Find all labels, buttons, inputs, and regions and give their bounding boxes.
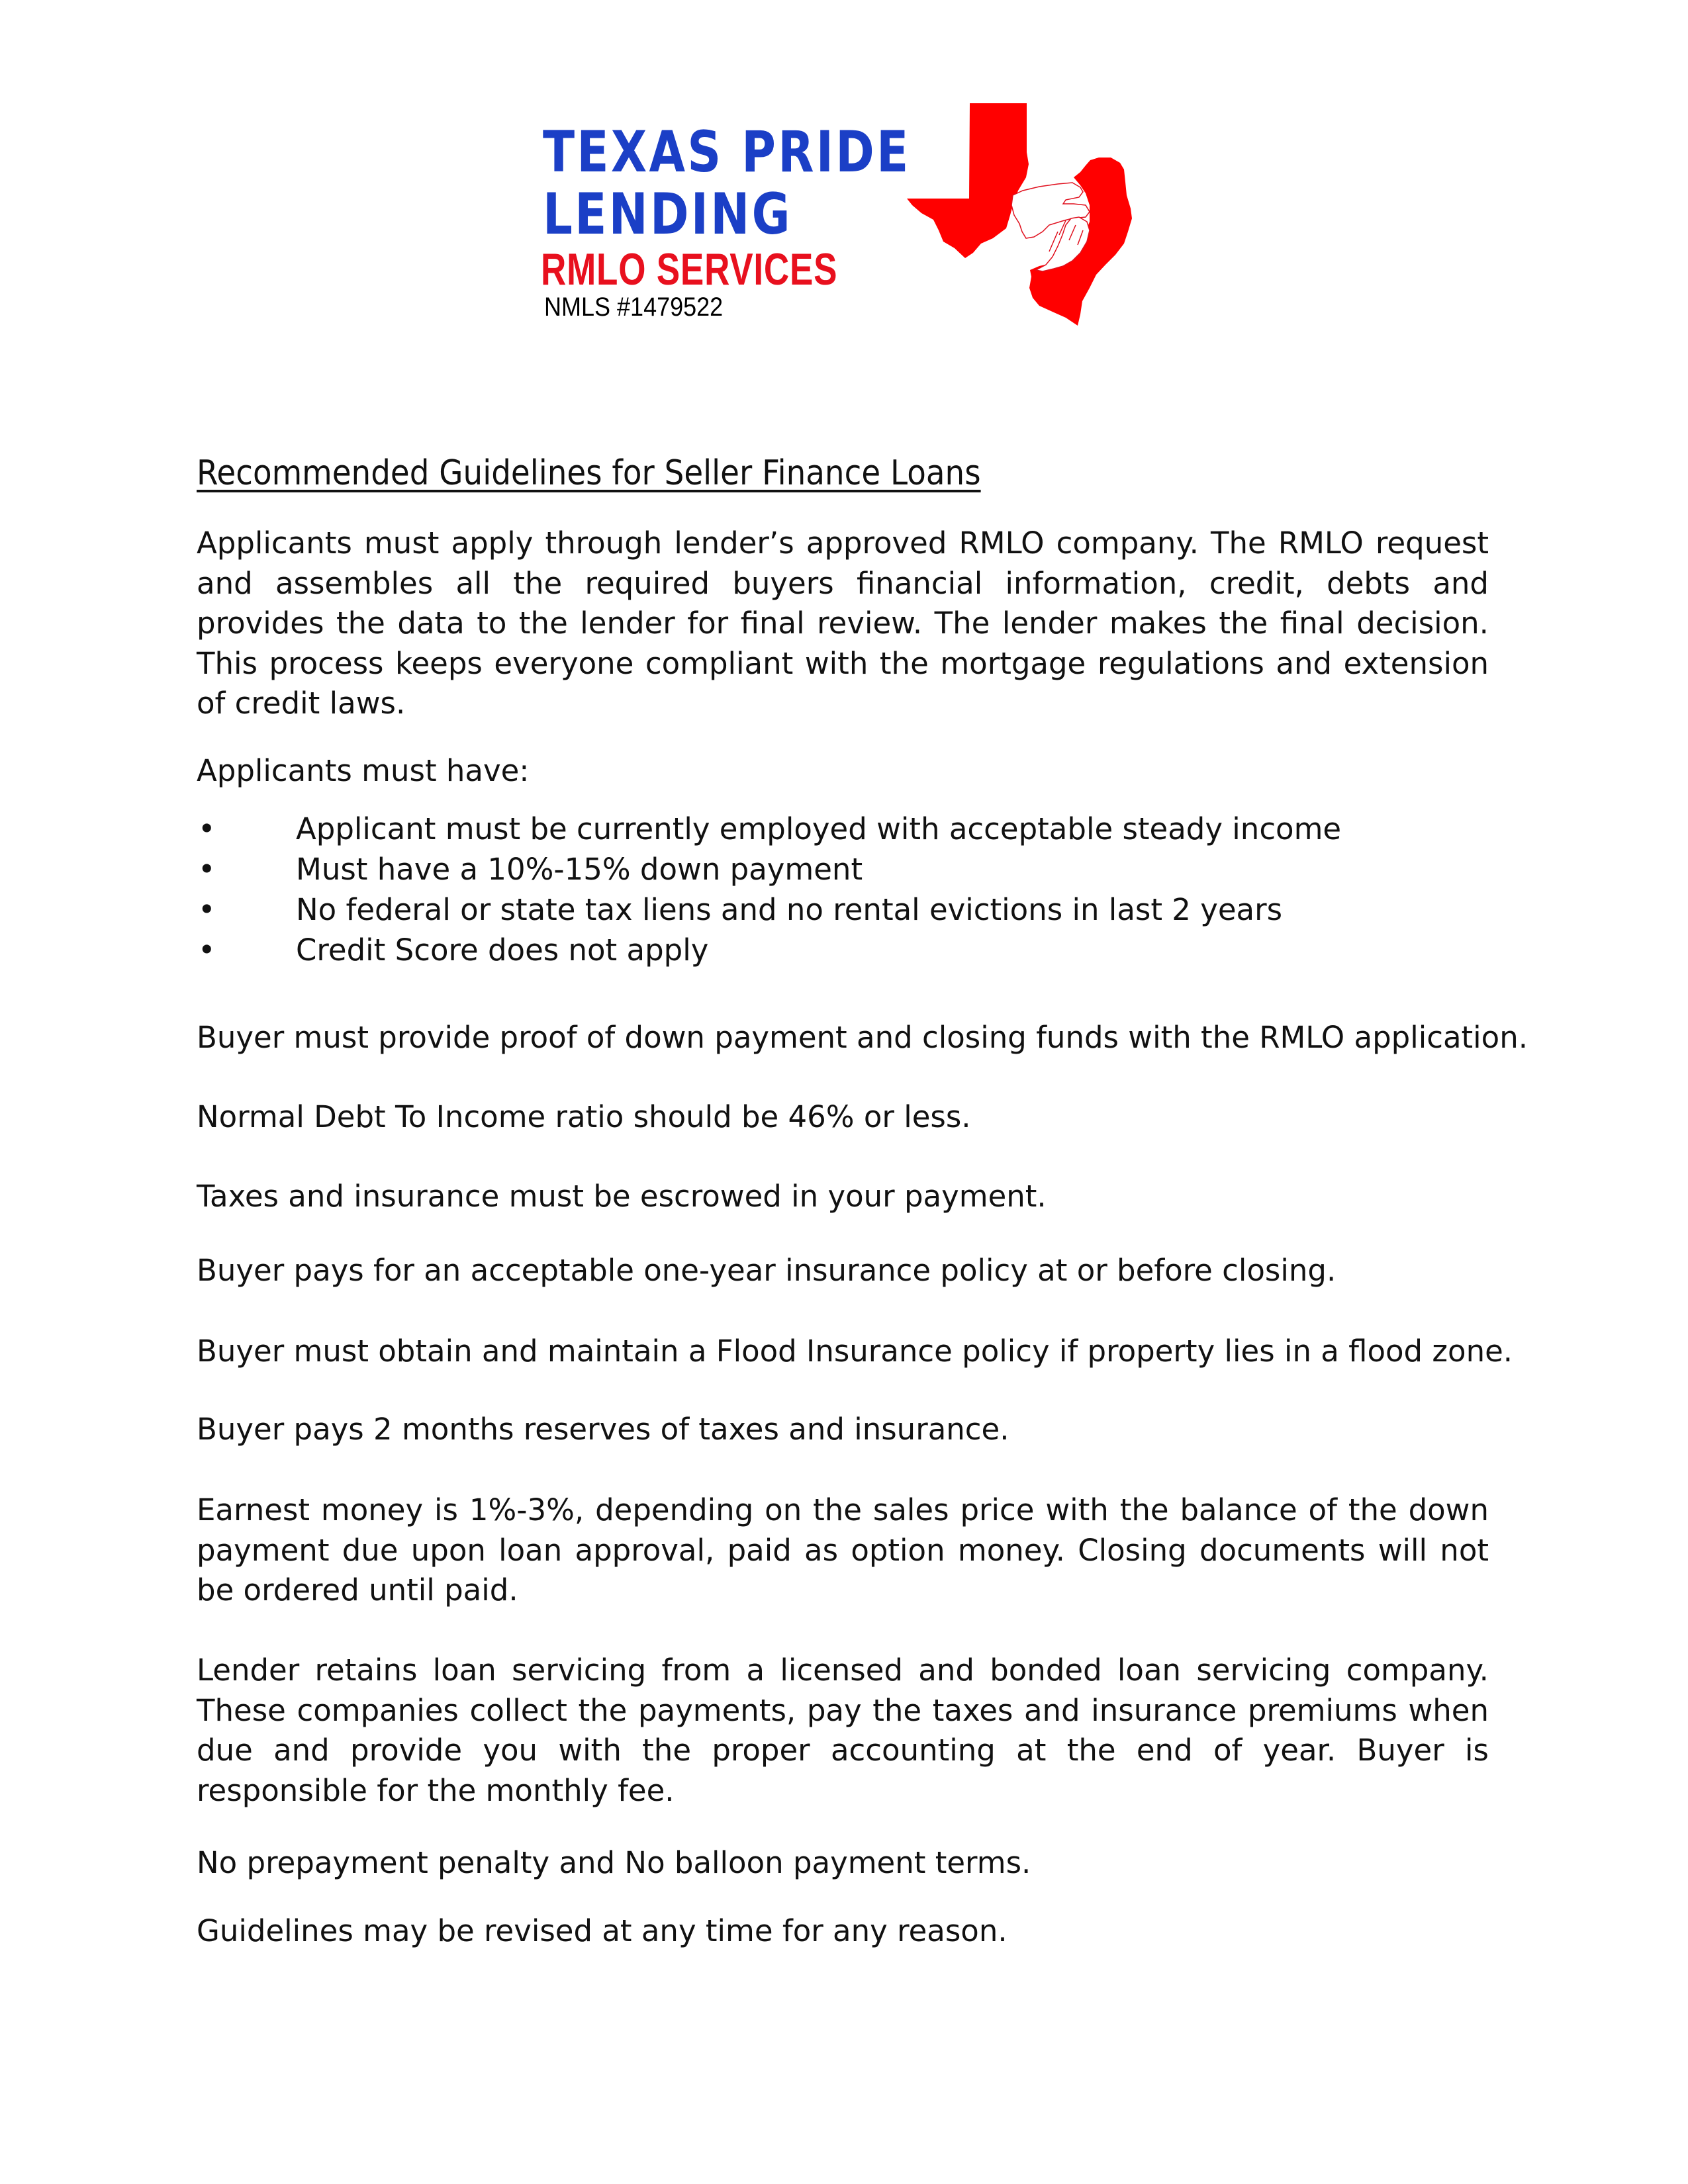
- list-item: [197, 889, 1489, 930]
- requirement-text: Credit Score does not apply: [296, 933, 709, 968]
- requirement-text: No federal or state tax liens and no rental evictions in last 2 years: [296, 892, 1283, 927]
- paragraph-escrow: Taxes and insurance must be escrowed in your payment.: [197, 1179, 1047, 1214]
- paragraph-earnest-money: Earnest money is 1%-3%, depending on the sales price with the balance of the down payment due upon loan approval, paid as option money. Closing documents will not be ordered until paid.: [197, 1492, 1489, 1608]
- requirements-heading: Applicants must have:: [197, 753, 530, 788]
- company-logo: [539, 99, 1142, 331]
- paragraph-debt-to-income: Normal Debt To Income ratio should be 46% or less.: [197, 1099, 971, 1134]
- logo-text-lending: LENDING: [543, 181, 792, 248]
- paragraph-loan-servicing: Lender retains loan servicing from a licensed and bonded loan servicing company. These companies collect the payments, pay the taxes and insurance premiums when due and provide you with the proper accounting at the end of year. Buyer is responsible for the monthly fee.: [197, 1653, 1489, 1808]
- list-item: [197, 930, 1489, 970]
- list-item: [197, 809, 1489, 849]
- requirements-list: [197, 809, 1489, 970]
- nmls-number: NMLS #1479522: [544, 293, 724, 322]
- logo-text-texas-pride: TEXAS PRIDE: [543, 119, 911, 185]
- bullet-icon: •: [198, 933, 216, 968]
- logo-text-rmlo-services: RMLO SERVICES: [541, 244, 838, 295]
- paragraph-proof-of-funds: Buyer must provide proof of down payment and closing funds with the RMLO application.: [197, 1020, 1528, 1055]
- paragraph-revision-notice: Guidelines may be revised at any time for any reason.: [197, 1913, 1008, 1948]
- list-item: [197, 849, 1489, 889]
- page-title: Recommended Guidelines for Seller Finance Loans: [197, 453, 981, 493]
- paragraph-flood-insurance: Buyer must obtain and maintain a Flood Insurance policy if property lies in a flood zone.: [197, 1334, 1513, 1369]
- paragraph-reserves: Buyer pays 2 months reserves of taxes and insurance.: [197, 1412, 1009, 1447]
- intro-paragraph: Applicants must apply through lender’s approved RMLO company. The RMLO request and assembles all the required buyers financial information, credit, debts and provides the data to the lender for final review. The lender makes the final decision. This process keeps everyone compliant with the mortgage regulations and extension of credit laws.: [197, 525, 1489, 721]
- texas-handshake-icon: [907, 99, 1135, 331]
- requirement-text: Must have a 10%-15% down payment: [296, 852, 863, 887]
- paragraph-no-prepayment: No prepayment penalty and No balloon payment terms.: [197, 1845, 1031, 1880]
- bullet-icon: •: [198, 811, 216, 846]
- paragraph-insurance-policy: Buyer pays for an acceptable one-year insurance policy at or before closing.: [197, 1253, 1336, 1288]
- bullet-icon: •: [198, 852, 216, 887]
- texas-west-shape: [907, 103, 1029, 258]
- bullet-icon: •: [198, 892, 216, 927]
- requirement-text: Applicant must be currently employed with acceptable steady income: [296, 811, 1342, 846]
